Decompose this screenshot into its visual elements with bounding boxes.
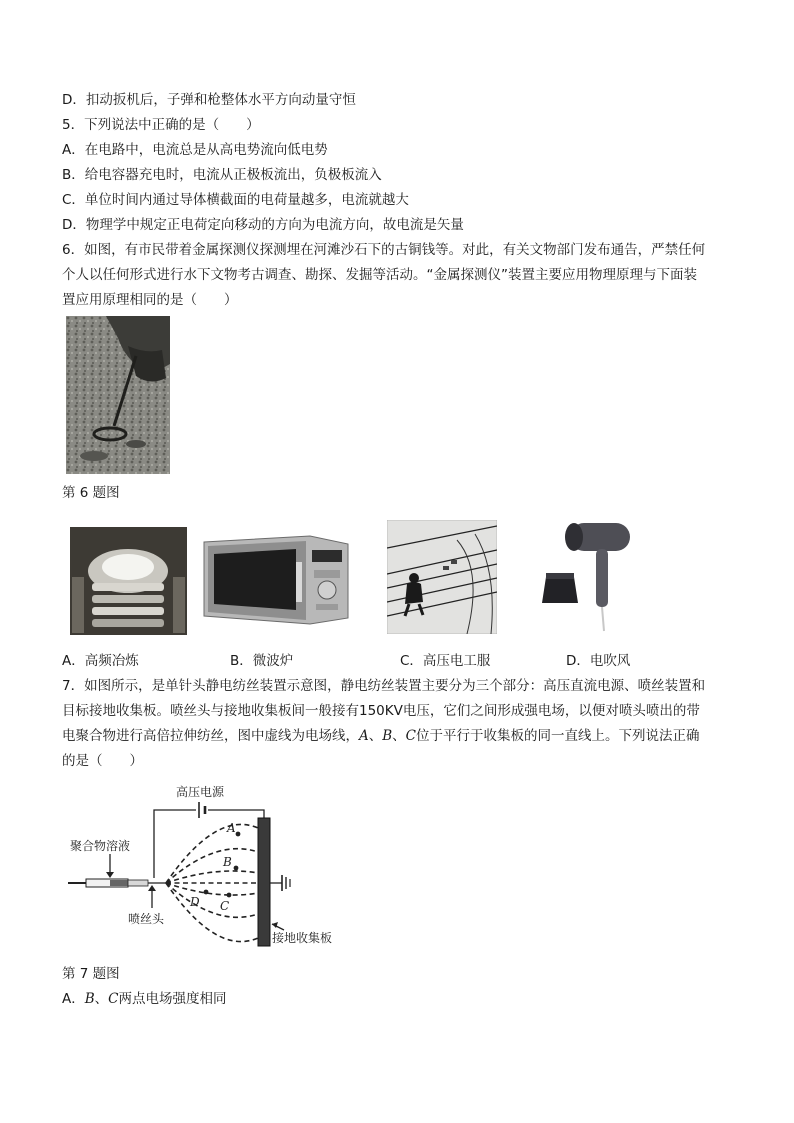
metal-detector-photo	[66, 316, 170, 474]
nozzle-label: 喷丝头	[128, 912, 165, 926]
point-d-dot	[204, 890, 209, 895]
q7-stem-line3: 电聚合物进行高倍拉伸纺丝，图中虚线为电场线，A、B、C位于平行于收集板的同一直线上。下列说法正确	[62, 728, 700, 744]
q6-stem-line3: 置应用原理相同的是（ ）	[62, 292, 238, 308]
q6-figure-caption: 第 6 题图	[62, 485, 120, 501]
point-c-dot	[227, 893, 232, 898]
power-label: 高压电源	[176, 785, 225, 799]
plate-label: 接地收集板	[272, 931, 333, 945]
collector-plate	[258, 818, 270, 946]
q4-option-d: D．扣动扳机后，子弹和枪整体水平方向动量守恒	[62, 92, 356, 108]
point-a-dot	[236, 832, 241, 837]
q6-option-c: C．高压电工服	[400, 653, 491, 669]
microwave-oven-photo	[200, 532, 351, 627]
electrospinning-diagram	[66, 780, 346, 950]
q5-option-d: D．物理学中规定正电荷定向移动的方向为电流方向，故电流是矢量	[62, 217, 464, 233]
q5-option-c: C．单位时间内通过导体横截面的电荷量越多，电流就越大	[62, 192, 409, 208]
q7-option-a: A．B、C两点电场强度相同	[62, 991, 227, 1007]
point-a-label: A	[227, 821, 236, 835]
q6-stem-line1: 6．如图，有市民带着金属探测仪探测埋在河滩沙石下的古铜钱等。对此，有关文物部门发布通告，严禁任何	[62, 242, 706, 258]
induction-furnace-photo	[70, 527, 187, 635]
high-voltage-worker-photo	[387, 520, 497, 634]
solution-label: 聚合物溶液	[70, 839, 131, 853]
q7-stem-line1: 7．如图所示，是单针头静电纺丝装置示意图，静电纺丝装置主要分为三个部分：高压直流电源、喷丝装置和	[62, 678, 706, 694]
point-d-label: D	[190, 895, 200, 909]
q5-option-b: B．给电容器充电时，电流从正极板流出，负极板流入	[62, 167, 382, 183]
q7-stem-line2: 目标接地收集板。喷丝头与接地收集板间一般接有150KV电压，它们之间形成强电场，以便对喷头喷出的带	[62, 703, 700, 719]
q7-figure-caption: 第 7 题图	[62, 966, 120, 982]
q6-stem-line2: 个人以任何形式进行水下文物考古调查、勘探、发掘等活动。“金属探测仪”装置主要应用物理原理与下面装	[62, 267, 697, 283]
q6-option-d: D．电吹风	[566, 653, 631, 669]
q7-stem-line4: 的是（ ）	[62, 753, 143, 769]
q6-option-b: B．微波炉	[230, 653, 294, 669]
point-b-dot	[234, 866, 239, 871]
point-b-label: B	[223, 855, 232, 869]
q6-option-a: A．高频冶炼	[62, 653, 139, 669]
point-c-label: C	[220, 899, 230, 913]
q5-stem: 5．下列说法中正确的是（ ）	[62, 117, 260, 133]
field-lines	[166, 824, 258, 941]
hair-dryer-photo	[534, 515, 634, 633]
q5-option-a: A．在电路中，电流总是从高电势流向低电势	[62, 142, 328, 158]
